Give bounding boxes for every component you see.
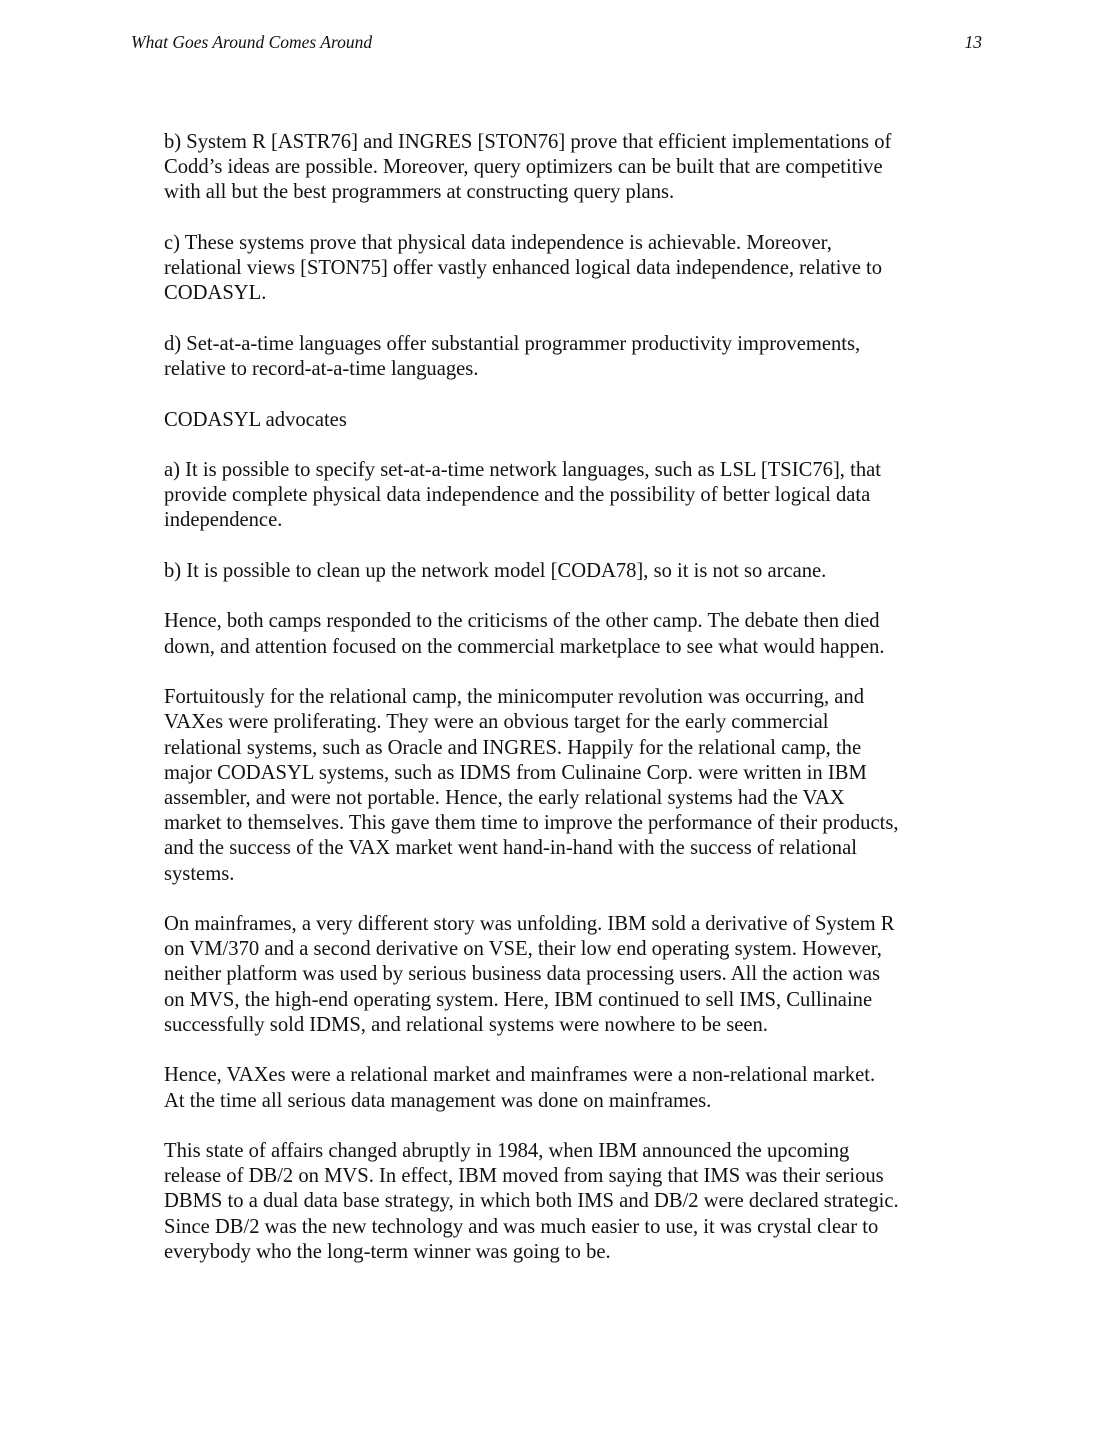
paragraph-system-r-ingres: b) System R [ASTR76] and INGRES [STON76] prove that efficient implementations of Codd’s ideas are possible. Moreover, query optimizers can be built that are competitive with all but the best programmers at constructing query plans. — [164, 131, 892, 204]
paragraph-vax-market: Hence, VAXes were a relational market and mainframes were a non-relational market. At the time all serious data management was done on mainframes. — [164, 1064, 876, 1112]
paragraph-set-at-a-time: d) Set-at-a-time languages offer substantial programmer productivity improvements, relative to record-at-a-time languages. — [164, 332, 861, 381]
running-header — [131, 31, 982, 53]
page-body — [164, 130, 964, 1290]
page-number: 13 — [964, 32, 982, 52]
paragraph-network-model: b) It is possible to clean up the network model [CODA78], so it is not so arcane. — [164, 559, 827, 582]
paragraph-network-languages: a) It is possible to specify set-at-a-time network languages, such as LSL [TSIC76], that provide complete physical data independence and the possibility of better logical data independence. — [164, 459, 881, 532]
paragraph-mainframes: On mainframes, a very different story was unfolding. IBM sold a derivative of System R on VM/370 and a second derivative on VSE, their low end operating system. However, neither platform was used by serious business data processing users. All the action was on MVS, the high-end operating system. Here, IBM continued to sell IMS, Cullinaine successfully sold IDMS, and relational systems were nowhere to be seen. — [164, 913, 895, 1036]
paragraph-minicomputer-revolution: Fortuitously for the relational camp, the minicomputer revolution was occurring, and VAXes were proliferating. They were an obvious target for the early commercial relational systems, such as Oracle and INGRES. Happily for the relational camp, the major CODASYL systems, such as IDMS from Culinaine Corp. were written in IBM assembler, and were not portable. Hence, the early relational systems had the VAX market to themselves. This gave them time to improve the performance of their products, and the success of the VAX market went hand-in-hand with the success of relational systems. — [164, 686, 899, 885]
paragraph-both-camps: Hence, both camps responded to the criticisms of the other camp. The debate then died down, and attention focused on the commercial marketplace to see what would happen. — [164, 610, 885, 658]
paragraph-physical-independence: c) These systems prove that physical data independence is achievable. Moreover, relational views [STON75] offer vastly enhanced logical data independence, relative to CODASYL. — [164, 231, 883, 305]
paragraph-codasyl-advocates: CODASYL advocates — [164, 408, 347, 431]
paragraph-db2-announcement: This state of affairs changed abruptly in 1984, when IBM announced the upcoming release of DB/2 on MVS. In effect, IBM moved from saying that IMS was their serious DBMS to a dual data base strategy, in which both IMS and DB/2 were declared strategic. Since DB/2 was the new technology and was much easier to use, it was crystal clear to everybody who the long-term winner was going to be. — [164, 1140, 899, 1263]
document-title: What Goes Around Comes Around — [131, 32, 373, 52]
